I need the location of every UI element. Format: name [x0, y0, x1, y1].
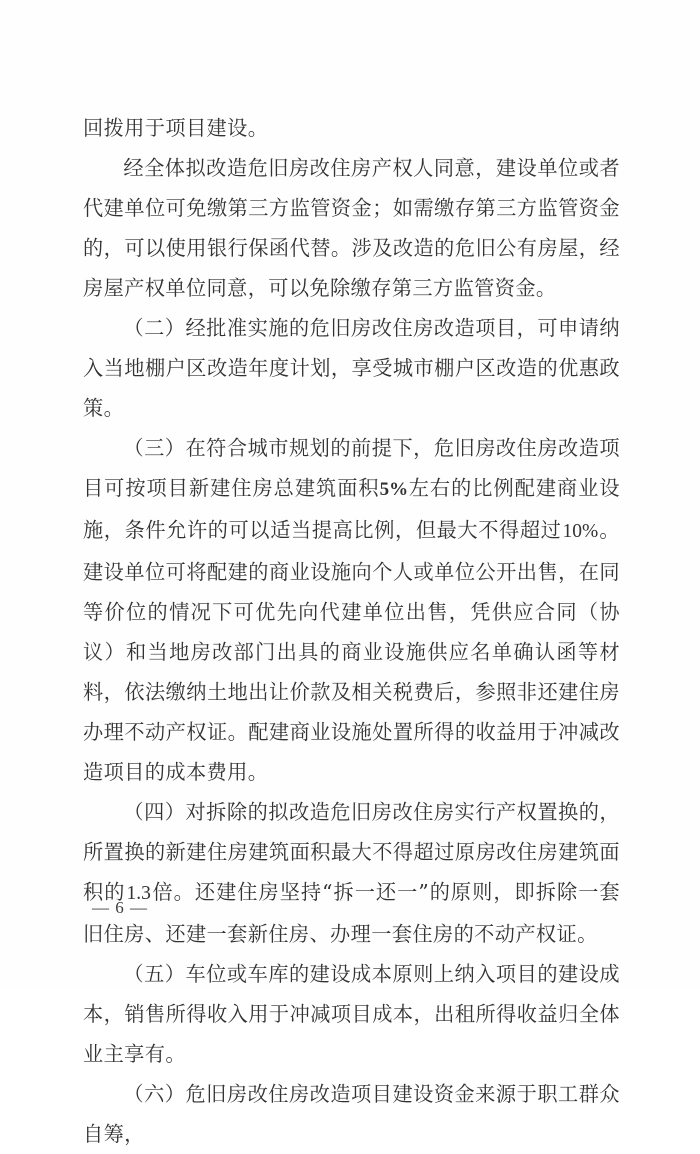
- ratio-value-1-3: 1.3: [126, 883, 151, 904]
- paragraph-continuation: 回拨用于项目建设。: [83, 116, 269, 140]
- paragraph-item-2: （二）经批准实施的危旧房改住房改造项目，可申请纳入当地棚户区改造年度计划，享受城市棚户区改造的优惠政策。: [83, 316, 620, 420]
- paragraph-item-4: [83, 792, 620, 954]
- percentage-value-10: 10%: [562, 521, 599, 542]
- paragraph-item-3: [83, 428, 620, 792]
- text-run: 倍。还建住房坚持“拆一还一”的原则，即拆除一套旧住房、还建一套新住房、办理一套住房的不动产权证。: [83, 880, 620, 946]
- text-run: 左右的比例配建商业设施，条件允许的可以适当提高比例，但最大不得超过: [83, 476, 620, 542]
- text-run: （四）对拆除的拟改造危旧房改住房实行产权置换的，所置换的新建住房建筑面积最大不得超过原房改住房建筑面积的: [83, 800, 620, 904]
- percentage-value-5: 5%: [379, 479, 409, 500]
- paragraph-item-5: （五）车位或车库的建设成本原则上纳入项目的建设成本，销售所得收入用于冲减项目成本，出租所得收益归全体业主享有。: [83, 962, 620, 1066]
- document-body: [83, 108, 620, 1154]
- text-run: 。建设单位可将配建的商业设施向个人或单位公开出售，在同等价位的情况下可优先向代建单位出售，凭供应合同（协议）和当地房改部门出具的商业设施供应名单确认函等材料，依法缴纳土地出让价款及相关税费后，参照非还建住房办理不动产权证。配建商业设施处置所得的收益用于冲减改造项目的成本费用。: [83, 518, 621, 784]
- paragraph-escrow: 经全体拟改造危旧房改住房产权人同意，建设单位或者代建单位可免缴第三方监管资金；如需缴存第三方监管资金的，可以使用银行保函代替。涉及改造的危旧公有房屋，经房屋产权单位同意，可以免除缴存第三方监管资金。: [83, 156, 620, 300]
- paragraph-item-6: （六）危旧房改住房改造项目建设资金来源于职工群众自筹，: [83, 1082, 620, 1146]
- text-run: （三）在符合城市规划的前提下，危旧房改住房改造项目可按项目新建住房总建筑面积: [83, 436, 620, 500]
- page-number: — 6 —: [92, 898, 148, 917]
